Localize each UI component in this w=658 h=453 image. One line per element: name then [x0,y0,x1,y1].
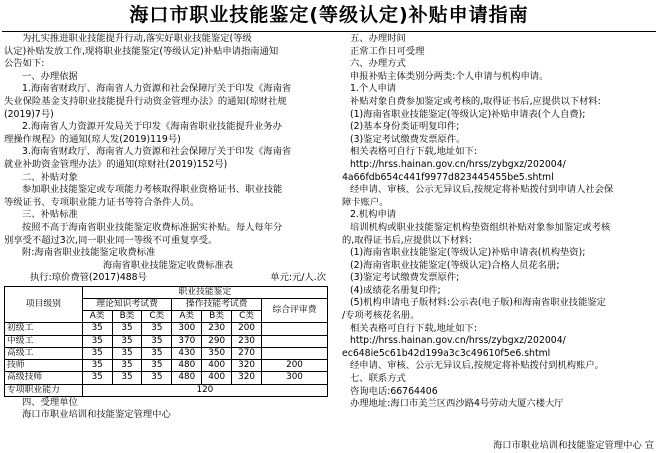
fee-table [4,286,328,397]
table-cell: 35 [112,323,142,335]
table-cell: 200 [262,360,328,372]
standard-line: 别享受不超过3次,同一职业同一等级不可重复享受。 [4,234,218,246]
material-line: 培训机构或职业技能鉴定机构垫资组织补贴对象参加鉴定或考核 [350,221,611,233]
table-cell: 35 [112,372,142,384]
table-cell: 320 [232,372,262,384]
table-cell: 480 [172,360,202,372]
table-header: C类 [142,311,172,323]
material-line: (4)成绩花名册复印件; [350,284,441,296]
table-cell: 35 [142,323,172,335]
basis-line: 2.海南省人力资源开发局关于印发《海南省职业技能提升业务办 [22,121,282,133]
subsection-heading: 1.个人申请 [350,83,397,95]
table-cell [262,347,328,359]
download-label: 相关表格可自行下载,地址如下: [350,322,477,334]
material-line: (2)基本身份类证明复印件; [350,121,460,133]
address-line: 办理地址:海口市美兰区西沙路4号劳动大厦六楼大厅 [350,398,564,410]
table-cell: 480 [172,372,202,384]
basis-line: 失业保险基金支持职业技能提升行动资金管理办法》的通知(琼财社规 [4,95,287,107]
section-heading: 六、办理方式 [350,58,406,70]
table-cell: 35 [112,335,142,347]
unit-label: 单元:元/人.次 [270,272,326,284]
section-heading: 四、受理单位 [22,396,78,408]
material-line: (2)海南省职业技能鉴定(等级认定)合格人员花名册; [350,259,560,271]
material-line: (5)机构申请电子版材料:公示表(电子版)和海南省职业技能鉴定 [350,297,606,309]
table-row [5,384,328,396]
table-cell [262,335,328,347]
table-header: A类 [82,311,112,323]
table-cell: 35 [82,372,112,384]
table-cell: 300 [172,323,202,335]
table-cell: 35 [112,360,142,372]
left-column [4,33,332,422]
basis-line: 1.海南省财政厅、海南省人力资源和社会保障厅关于印发《海南省 [22,83,292,95]
target-line: 等级证书、专项职业能力证书等符合条件人员。 [4,196,200,208]
target-line: 参加职业技能鉴定或专项能力考核取得职业资格证书、职业技能 [22,184,283,196]
table-cell: 300 [262,372,328,384]
subsection-heading: 2.机构申请 [350,209,397,221]
exec-doc-label: 执行:琼价费管(2017)488号 [30,272,147,284]
table-header: 理论知识考试费 [82,299,172,311]
table-row [5,360,328,372]
method-line: 申报补贴主体类别分两类:个人申请与机构申请。 [350,70,549,82]
table-row [5,347,328,359]
download-url: http://hrss.hainan.gov.cn/hrss/zybgxz/202004/ [350,335,566,347]
section-heading: 三、补贴标准 [22,209,78,221]
table-cell: 200 [232,323,262,335]
footer-signature: 海口市职业培训和技能鉴定管理中心 宣 [492,440,654,451]
table-cell: 230 [202,323,232,335]
material-line: 的,取得证书后,应提供以下材料: [342,234,472,246]
table-cell: 320 [232,360,262,372]
material-line: (3)鉴定考试缴费发票原件。 [350,133,466,145]
table-row [5,372,328,384]
page-title: 海口市职业技能鉴定(等级认定)补贴申请指南 [129,4,529,26]
download-url: 4a66fdb654c441f9977d823445455be5.shtml [342,171,554,183]
table-header: B类 [112,311,142,323]
basis-line: (2019)7号) [4,108,54,120]
section-heading: 一、办理依据 [22,70,78,82]
table-cell: 270 [232,347,262,359]
basis-line: 3.海南省财政厅、海南省人力资源和社会保障厅关于印发《海南省 [22,146,292,158]
fee-table-meta [4,272,332,285]
table-cell: 400 [202,372,232,384]
table-cell: 430 [172,347,202,359]
table-header: C类 [232,311,262,323]
table-row [5,323,328,335]
table-cell: 400 [202,360,232,372]
process-line: 经申请、审核、公示无异议后,按规定将补贴拨付到申请人社会保 [350,184,614,196]
table-cell: 初级工 [5,323,83,335]
download-url: http://hrss.hainan.gov.cn/hrss/zybgxz/202004/ [350,158,566,170]
table-header: 项目级别 [5,286,83,323]
section-heading: 七、联系方式 [350,373,406,385]
table-cell: 35 [112,347,142,359]
download-label: 相关表格可自行下载,地址如下: [350,146,477,158]
table-header: 职业技能鉴定 [82,286,327,298]
material-line: (1)海南省职业技能鉴定(等级认定)补贴申请表(个人自费); [350,108,586,120]
table-cell: 120 [82,384,327,396]
intro-line: 为扎实推进职业技能提升行动,落实好职业技能鉴定(等级 [22,33,252,44]
attachment-label: 附:海南省职业技能鉴定收费标准 [22,247,156,259]
table-cell: 35 [82,347,112,359]
phone-line: 咨询电话:66764406 [350,385,438,397]
intro-line: 认定)补贴发放工作,现将职业技能鉴定(等级认定)补贴申请指南通知 [4,45,279,57]
table-cell: 技师 [5,360,83,372]
table-cell: 35 [142,372,172,384]
office-name: 海口市职业培训和技能鉴定管理中心 [22,409,171,421]
table-cell: 290 [202,335,232,347]
basis-line: 就业补助资金管理办法》的通知(琼财社(2019)152号) [4,158,228,170]
material-line: /专项考核花名册。 [342,310,420,322]
table-cell: 高级工 [5,347,83,359]
table-cell: 35 [142,335,172,347]
basis-line: 理操作规程》的通知(琼人发(2019)119号) [4,133,181,145]
fee-table-title: 海南省职业技能鉴定收费标准表 [102,259,234,271]
table-header: 综合评审费 [262,299,328,323]
table-cell: 35 [142,360,172,372]
material-line: (3)鉴定考试缴费发票原件; [350,272,460,284]
table-cell: 350 [202,347,232,359]
table-cell: 230 [232,335,262,347]
right-column [342,33,654,411]
table-cell: 中级工 [5,335,83,347]
table-header: B类 [202,311,232,323]
table-cell [262,323,328,335]
hours-line: 正常工作日可受理 [350,45,425,57]
material-line: 补贴对象自费参加鉴定或考核的,取得证书后,应提供以下材料: [350,95,601,107]
material-line: (1)海南省职业技能鉴定(等级认定)补贴申请表(机构垫资); [350,247,586,259]
table-cell: 35 [82,360,112,372]
download-url: ec648ie5c61b42d199a3c3c49610f5e6.shtml [342,347,551,359]
table-header: 操作技能考试费 [172,299,262,311]
table-cell: 35 [82,323,112,335]
standard-line: 按照不高于海南省职业技能鉴定收费标准据实补贴。每人每年分 [22,221,283,233]
process-line: 障卡账户。 [342,196,389,208]
table-cell: 370 [172,335,202,347]
table-cell: 高级技师 [5,372,83,384]
table-cell: 专项职业能力 [5,384,83,396]
table-row [5,335,328,347]
table-cell: 35 [142,347,172,359]
intro-line: 公告如下: [4,58,45,70]
process-line: 经申请、审核、公示无异议后,按规定将补贴拨付到机构账户。 [350,360,604,372]
table-header: A类 [172,311,202,323]
section-heading: 五、办理时间 [350,33,406,44]
section-heading: 二、补贴对象 [22,171,78,183]
title-divider [2,31,656,32]
table-cell: 35 [82,335,112,347]
